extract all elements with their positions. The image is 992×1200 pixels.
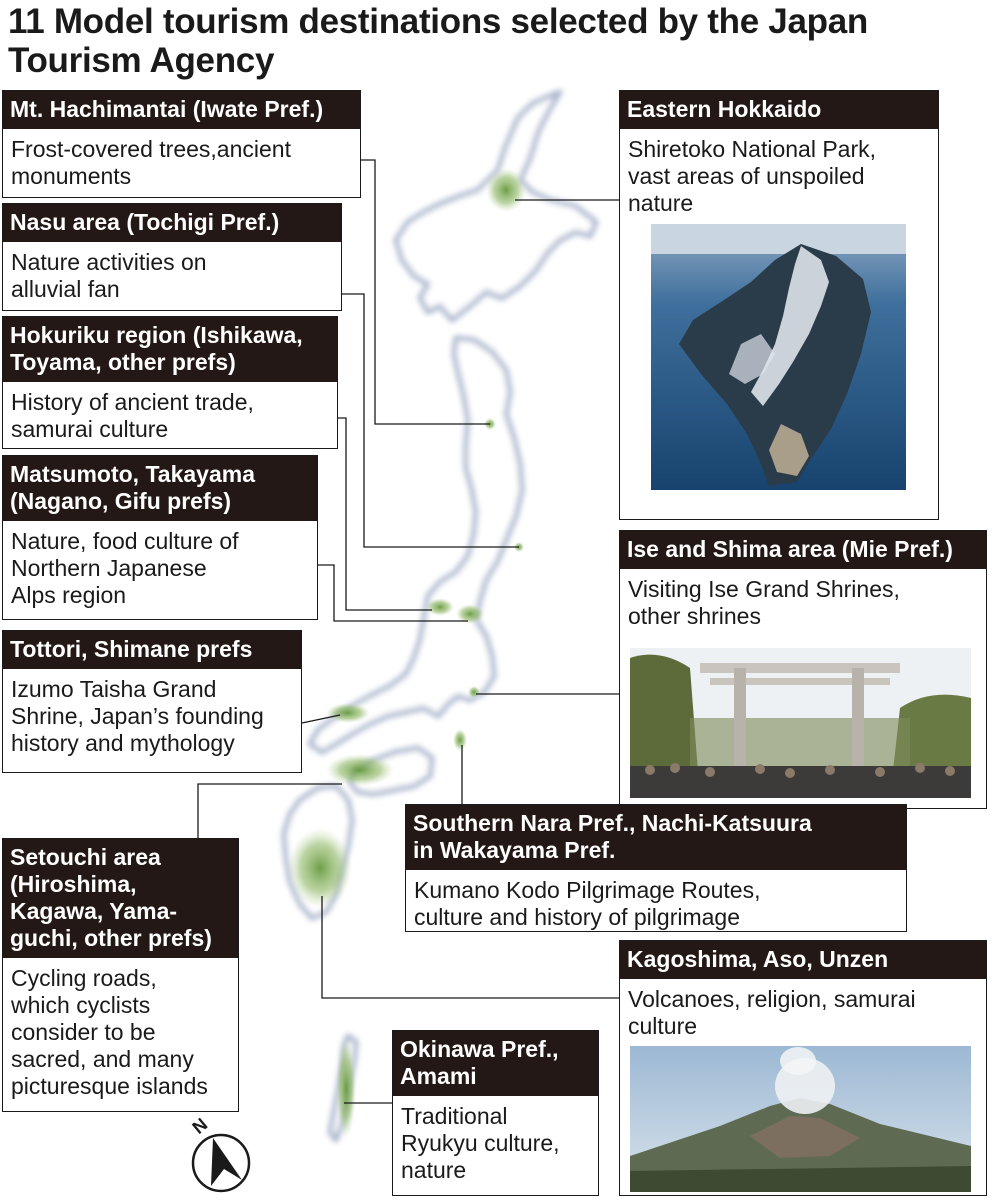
card-okinawa-amami [392, 1030, 599, 1196]
page-title: 11 Model tourism destinations selected by the Japan Tourism Agency [8, 2, 868, 80]
card-title: Tottori, Shimane prefs [3, 631, 301, 669]
card-title: Okinawa Pref., Amami [393, 1031, 598, 1096]
volcano-photo [630, 1046, 971, 1192]
card-title: Hokuriku region (Ishikawa, Toyama, other prefs) [3, 317, 337, 382]
compass-north-label: N [188, 1114, 212, 1138]
card-description: Nature, food culture of Northern Japanese Alps region [11, 528, 239, 608]
card-description: Nature activities on alluvial fan [11, 249, 207, 302]
ise-shrine-torii-photo [630, 648, 971, 798]
card-title: Southern Nara Pref., Nachi-Katsuura in Wakayama Pref. [406, 805, 906, 870]
card-title: Eastern Hokkaido [620, 91, 938, 129]
card-tottori-shimane [2, 630, 302, 773]
card-title: Nasu area (Tochigi Pref.) [3, 204, 341, 242]
card-southern-nara [405, 804, 907, 932]
card-description: Volcanoes, religion, samurai culture [628, 986, 916, 1039]
highlight-tottori-shimane [326, 703, 370, 723]
card-title: Kagoshima, Aso, Unzen [620, 941, 986, 979]
compass [188, 1114, 249, 1191]
highlight-hokuriku [426, 598, 454, 616]
card-hokuriku [2, 316, 338, 449]
card-description: Cycling roads, which cyclists consider to be sacred, and many picturesque islands [11, 965, 208, 1099]
leader-hokuriku [337, 418, 432, 610]
card-description: Kumano Kodo Pilgrimage Routes, culture and history of pilgrimage [414, 877, 761, 930]
card-hachimantai [2, 90, 361, 198]
highlight-okinawa [336, 1038, 356, 1138]
card-description: Traditional Ryukyu culture, nature [401, 1103, 560, 1183]
card-title: Setouchi area (Hiroshima, Kagawa, Yama- guchi, other prefs) [3, 839, 238, 958]
card-nasu [2, 203, 342, 311]
highlight-southern-nara [453, 729, 467, 751]
card-description: Visiting Ise Grand Shrines, other shrines [628, 576, 900, 629]
card-matsumoto-takayama [2, 455, 318, 620]
card-title: Mt. Hachimantai (Iwate Pref.) [3, 91, 360, 129]
highlight-kagoshima-aso [288, 828, 352, 908]
card-title: Ise and Shima area (Mie Pref.) [620, 531, 986, 569]
card-title: Matsumoto, Takayama (Nagano, Gifu prefs) [3, 456, 317, 521]
shiretoko-photo [651, 224, 906, 490]
card-description: Shiretoko National Park, vast areas of unspoiled nature [628, 136, 877, 216]
card-description: History of ancient trade, samurai culture [11, 389, 254, 442]
highlight-eastern-hokkaido [486, 168, 526, 212]
card-setouchi [2, 838, 239, 1112]
card-description: Izumo Taisha Grand Shrine, Japan’s founding history and mythology [11, 676, 264, 756]
card-description: Frost-covered trees,ancient monuments [11, 136, 291, 189]
highlight-setouchi [326, 754, 394, 786]
highlight-ise-shima [468, 686, 480, 698]
